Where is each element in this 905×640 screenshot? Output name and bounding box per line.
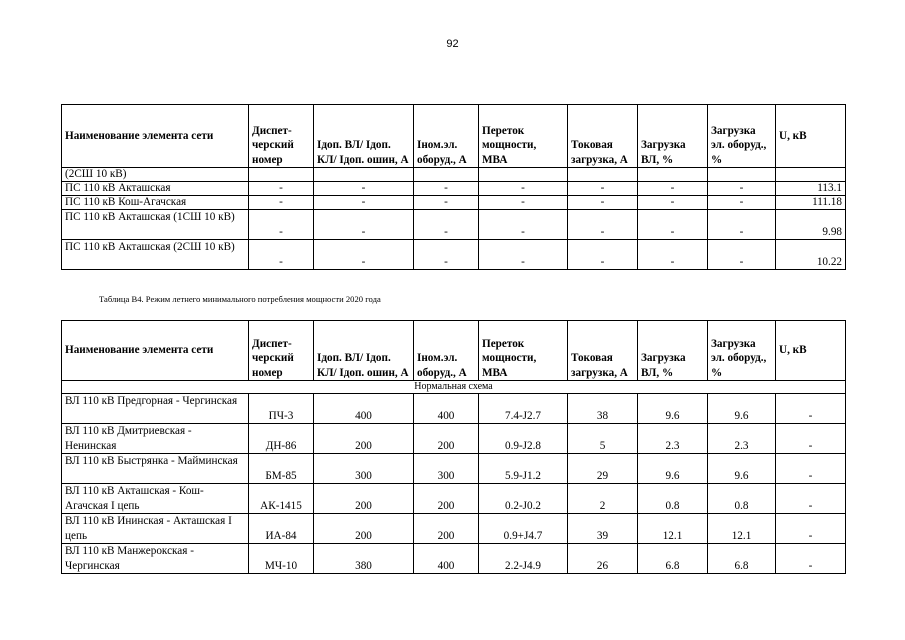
cell-value: 39: [568, 514, 638, 544]
cell-value: 6.8: [708, 544, 776, 574]
cell-value: 200: [414, 424, 479, 454]
cell-name: ВЛ 110 кВ Манжерокская - Чергинская: [62, 544, 249, 574]
cell-value: 5.9-J1.2: [479, 454, 568, 484]
header-current-load: Токовая загрузка, А: [568, 321, 638, 381]
cell-value: 9.6: [638, 454, 708, 484]
cell-voltage: -: [776, 484, 846, 514]
header-line-load: Загрузка ВЛ, %: [638, 321, 708, 381]
cell-value: [249, 168, 314, 182]
table-row: [62, 394, 846, 424]
cell-value: 2: [568, 484, 638, 514]
cell-value: 0.2-J0.2: [479, 484, 568, 514]
cell-value: 9.6: [708, 454, 776, 484]
header-voltage: U, кВ: [776, 105, 846, 168]
table-continuation: [61, 104, 846, 270]
cell-name: ВЛ 110 кВ Предгорная - Чергинская: [62, 394, 249, 424]
table-header-row: [62, 321, 846, 381]
cell-name: ПС 110 кВ Кош-Агачская: [62, 196, 249, 210]
cell-value: 9.6: [708, 394, 776, 424]
cell-value: -: [638, 240, 708, 270]
cell-voltage: -: [776, 514, 846, 544]
cell-value: 12.1: [638, 514, 708, 544]
cell-value: -: [479, 210, 568, 240]
table-row: [62, 182, 846, 196]
cell-value: 7.4-J2.7: [479, 394, 568, 424]
cell-value: 2.2-J4.9: [479, 544, 568, 574]
cell-value: 0.8: [708, 484, 776, 514]
header-allowable-current: Iдоп. ВЛ/ Iдоп. КЛ/ Iдоп. ошин, А: [314, 321, 414, 381]
cell-value: 6.8: [638, 544, 708, 574]
cell-value: 400: [414, 544, 479, 574]
header-nominal-current: Iном.эл. оборуд., А: [414, 321, 479, 381]
cell-value: 300: [314, 454, 414, 484]
cell-value: 29: [568, 454, 638, 484]
cell-value: 26: [568, 544, 638, 574]
cell-value: [414, 168, 479, 182]
cell-value: [568, 168, 638, 182]
cell-value: -: [314, 196, 414, 210]
cell-name: ПС 110 кВ Акташская: [62, 182, 249, 196]
header-element-name: Наименование элемента сети: [62, 105, 249, 168]
cell-name: ВЛ 110 кВ Быстрянка - Майминская: [62, 454, 249, 484]
cell-value: -: [708, 196, 776, 210]
table-header-row: [62, 105, 846, 168]
section-row: [62, 381, 846, 394]
table-row: [62, 168, 846, 182]
table-caption: Таблица В4. Режим летнего минимального потребления мощности 2020 года: [99, 294, 381, 304]
cell-value: 200: [414, 484, 479, 514]
header-equipment-load: Загрузка эл. оборуд., %: [708, 321, 776, 381]
cell-value: -: [638, 196, 708, 210]
cell-voltage: -: [776, 544, 846, 574]
cell-value: [638, 168, 708, 182]
cell-value: 200: [314, 424, 414, 454]
table-row: [62, 484, 846, 514]
cell-voltage: 113.1: [776, 182, 846, 196]
cell-value: -: [638, 182, 708, 196]
cell-voltage: -: [776, 424, 846, 454]
table-row: [62, 514, 846, 544]
cell-value: -: [479, 196, 568, 210]
cell-value: 200: [314, 514, 414, 544]
cell-value: -: [638, 210, 708, 240]
cell-voltage: 10.22: [776, 240, 846, 270]
cell-voltage: -: [776, 394, 846, 424]
cell-value: -: [249, 240, 314, 270]
cell-value: -: [568, 182, 638, 196]
cell-voltage: [776, 168, 846, 182]
cell-value: 0.8: [638, 484, 708, 514]
cell-dispatch-number: АК-1415: [249, 484, 314, 514]
cell-name: (2СШ 10 кВ): [62, 168, 249, 182]
cell-value: 2.3: [708, 424, 776, 454]
cell-value: -: [708, 240, 776, 270]
header-dispatch-number: Диспет-черский номер: [249, 105, 314, 168]
cell-value: 12.1: [708, 514, 776, 544]
cell-value: -: [249, 182, 314, 196]
cell-value: [708, 168, 776, 182]
cell-value: [479, 168, 568, 182]
cell-name: ВЛ 110 кВ Акташская - Кош-Агачская I цепь: [62, 484, 249, 514]
header-element-name: Наименование элемента сети: [62, 321, 249, 381]
cell-name: ПС 110 кВ Акташская (1СШ 10 кВ): [62, 210, 249, 240]
cell-voltage: -: [776, 454, 846, 484]
cell-value: -: [414, 210, 479, 240]
cell-name: ВЛ 110 кВ Ининская - Акташская I цепь: [62, 514, 249, 544]
cell-value: -: [479, 182, 568, 196]
cell-value: -: [249, 210, 314, 240]
table-row: [62, 240, 846, 270]
cell-value: -: [314, 240, 414, 270]
cell-value: 300: [414, 454, 479, 484]
table-row: [62, 544, 846, 574]
cell-value: -: [568, 196, 638, 210]
cell-dispatch-number: ИА-84: [249, 514, 314, 544]
cell-name: ПС 110 кВ Акташская (2СШ 10 кВ): [62, 240, 249, 270]
section-label: Нормальная схема: [62, 381, 846, 394]
page-number: 92: [446, 38, 459, 50]
header-power-flow: Переток мощности, МВА: [479, 105, 568, 168]
cell-value: 200: [314, 484, 414, 514]
cell-value: 38: [568, 394, 638, 424]
cell-value: -: [414, 240, 479, 270]
header-line-load: Загрузка ВЛ, %: [638, 105, 708, 168]
cell-value: -: [314, 210, 414, 240]
table-row: [62, 454, 846, 484]
cell-value: -: [708, 182, 776, 196]
table-row: [62, 196, 846, 210]
cell-value: 9.6: [638, 394, 708, 424]
cell-voltage: 9.98: [776, 210, 846, 240]
cell-voltage: 111.18: [776, 196, 846, 210]
cell-value: -: [479, 240, 568, 270]
cell-dispatch-number: ПЧ-3: [249, 394, 314, 424]
cell-value: 2.3: [638, 424, 708, 454]
cell-value: 380: [314, 544, 414, 574]
table-row: [62, 424, 846, 454]
header-allowable-current: Iдоп. ВЛ/ Iдоп. КЛ/ Iдоп. ошин, А: [314, 105, 414, 168]
header-voltage: U, кВ: [776, 321, 846, 381]
cell-value: -: [414, 182, 479, 196]
cell-dispatch-number: ДН-86: [249, 424, 314, 454]
cell-value: 200: [414, 514, 479, 544]
cell-value: -: [314, 182, 414, 196]
table-row: [62, 210, 846, 240]
cell-value: [314, 168, 414, 182]
cell-value: -: [708, 210, 776, 240]
cell-value: -: [414, 196, 479, 210]
cell-name: ВЛ 110 кВ Дмитриевская - Ненинская: [62, 424, 249, 454]
cell-value: -: [568, 240, 638, 270]
header-power-flow: Переток мощности, МВА: [479, 321, 568, 381]
cell-value: 5: [568, 424, 638, 454]
table-summer-minimum: [61, 320, 846, 574]
cell-value: -: [249, 196, 314, 210]
header-nominal-current: Iном.эл. оборуд., А: [414, 105, 479, 168]
cell-value: 400: [314, 394, 414, 424]
header-current-load: Токовая загрузка, А: [568, 105, 638, 168]
cell-value: 0.9-J2.8: [479, 424, 568, 454]
cell-dispatch-number: БМ-85: [249, 454, 314, 484]
cell-value: -: [568, 210, 638, 240]
header-dispatch-number: Диспет-черский номер: [249, 321, 314, 381]
cell-dispatch-number: МЧ-10: [249, 544, 314, 574]
cell-value: 400: [414, 394, 479, 424]
header-equipment-load: Загрузка эл. оборуд., %: [708, 105, 776, 168]
cell-value: 0.9+J4.7: [479, 514, 568, 544]
